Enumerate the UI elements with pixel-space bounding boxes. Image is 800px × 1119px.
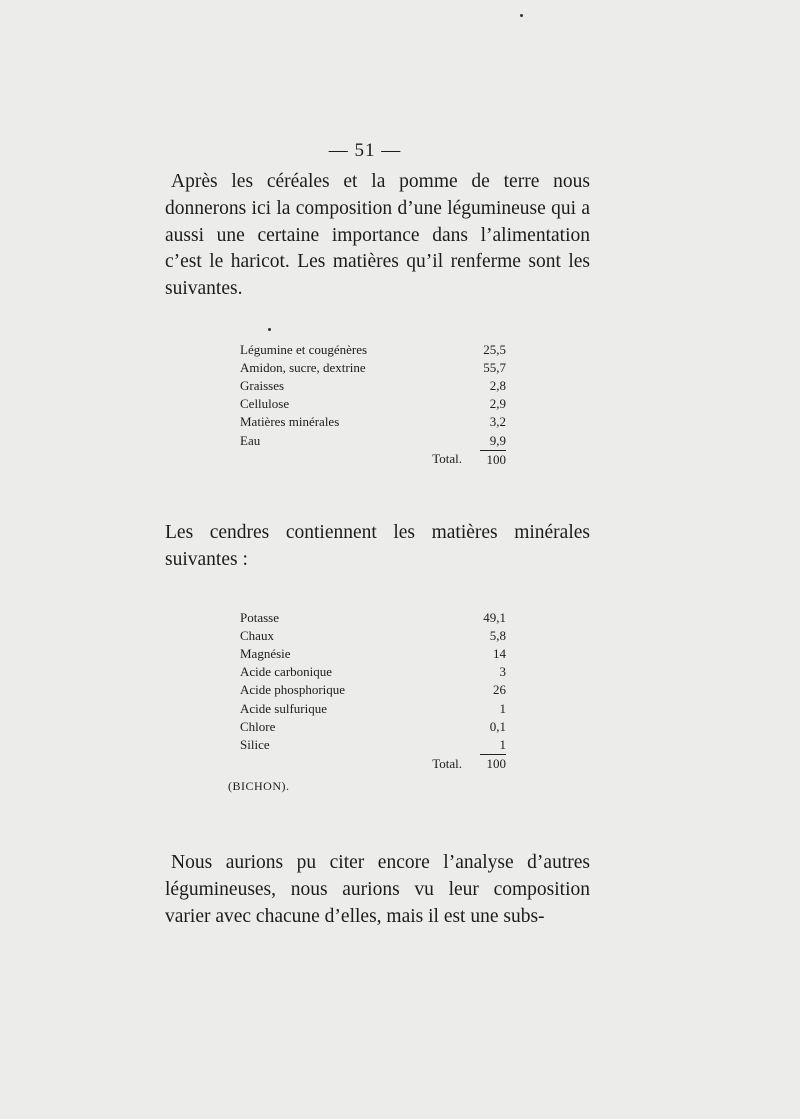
paragraph-conclusion-text: Nous aurions pu citer encore l’analyse d’autres légumineuses, nous aurions vu leur composition varier avec chacune d’elles, mais il est une subs- [165, 852, 590, 927]
row-name: Matières minérales [240, 414, 340, 430]
print-speck [268, 328, 271, 331]
row-value: 3,2 [489, 414, 506, 430]
row-name: Acide phosphorique [240, 682, 346, 698]
table-row [240, 413, 506, 431]
row-value: 49,1 [483, 610, 506, 626]
row-value: 1 [499, 700, 506, 716]
composition-table-cendres [240, 609, 506, 773]
row-value: 5,8 [489, 628, 506, 644]
table-row [240, 395, 506, 413]
paragraph-cendres [165, 520, 590, 574]
row-value: 26 [493, 682, 506, 698]
paragraph-conclusion [165, 850, 590, 930]
table-row [240, 341, 506, 359]
row-name: Silice [240, 736, 270, 752]
row-name: Acide carbonique [240, 664, 333, 680]
print-speck [520, 14, 523, 17]
total-label: Total. [432, 755, 462, 771]
table-row [240, 736, 506, 755]
paragraph-cendres-text: Les cendres contiennent les matières minérales suivantes : [165, 522, 590, 570]
row-name: Eau [240, 432, 261, 448]
table-row [240, 681, 506, 699]
table-total-row [240, 754, 506, 773]
page-number: — 51 — [328, 140, 402, 161]
row-name: Potasse [240, 610, 279, 626]
row-value: 55,7 [483, 360, 506, 376]
row-value: 3 [499, 664, 506, 680]
table-row [240, 359, 506, 377]
row-name: Chlore [240, 718, 276, 734]
table-row [240, 645, 506, 663]
row-value: 25,5 [483, 342, 506, 358]
row-name: Magnésie [240, 646, 291, 662]
row-value: 0,1 [489, 718, 506, 734]
row-name: Cellulose [240, 396, 290, 412]
total-value: 100 [486, 755, 506, 771]
total-label: Total. [432, 451, 462, 467]
paragraph-intro-text: Après les céréales et la pomme de terre nous donnerons ici la composition d’une légumineuse qui a aussi une certaine importance dans l’alimentation c’est le haricot. Les matières qu’il renferme sont les suivantes. [165, 171, 590, 300]
composition-table-haricot [240, 341, 506, 469]
row-value: 2,8 [489, 378, 506, 394]
table-row [240, 663, 506, 681]
row-value: 14 [493, 646, 506, 662]
table-row [240, 377, 506, 395]
row-name: Amidon, sucre, dextrine [240, 360, 366, 376]
row-name: Acide sulfurique [240, 700, 328, 716]
table-row [240, 699, 506, 717]
row-name: Légumine et cougénères [240, 342, 368, 358]
row-name: Graisses [240, 378, 285, 394]
row-value: 9,9 [480, 431, 506, 450]
source-citation: (BICHON). [228, 779, 290, 793]
table-row [240, 609, 506, 627]
row-name: Chaux [240, 628, 274, 644]
paragraph-intro [165, 169, 590, 303]
row-value: 2,9 [489, 396, 506, 412]
total-value: 100 [486, 451, 506, 467]
table-row [240, 718, 506, 736]
table-row [240, 431, 506, 450]
table-total-row [240, 450, 506, 469]
table-row [240, 627, 506, 645]
row-value: 1 [480, 736, 506, 755]
